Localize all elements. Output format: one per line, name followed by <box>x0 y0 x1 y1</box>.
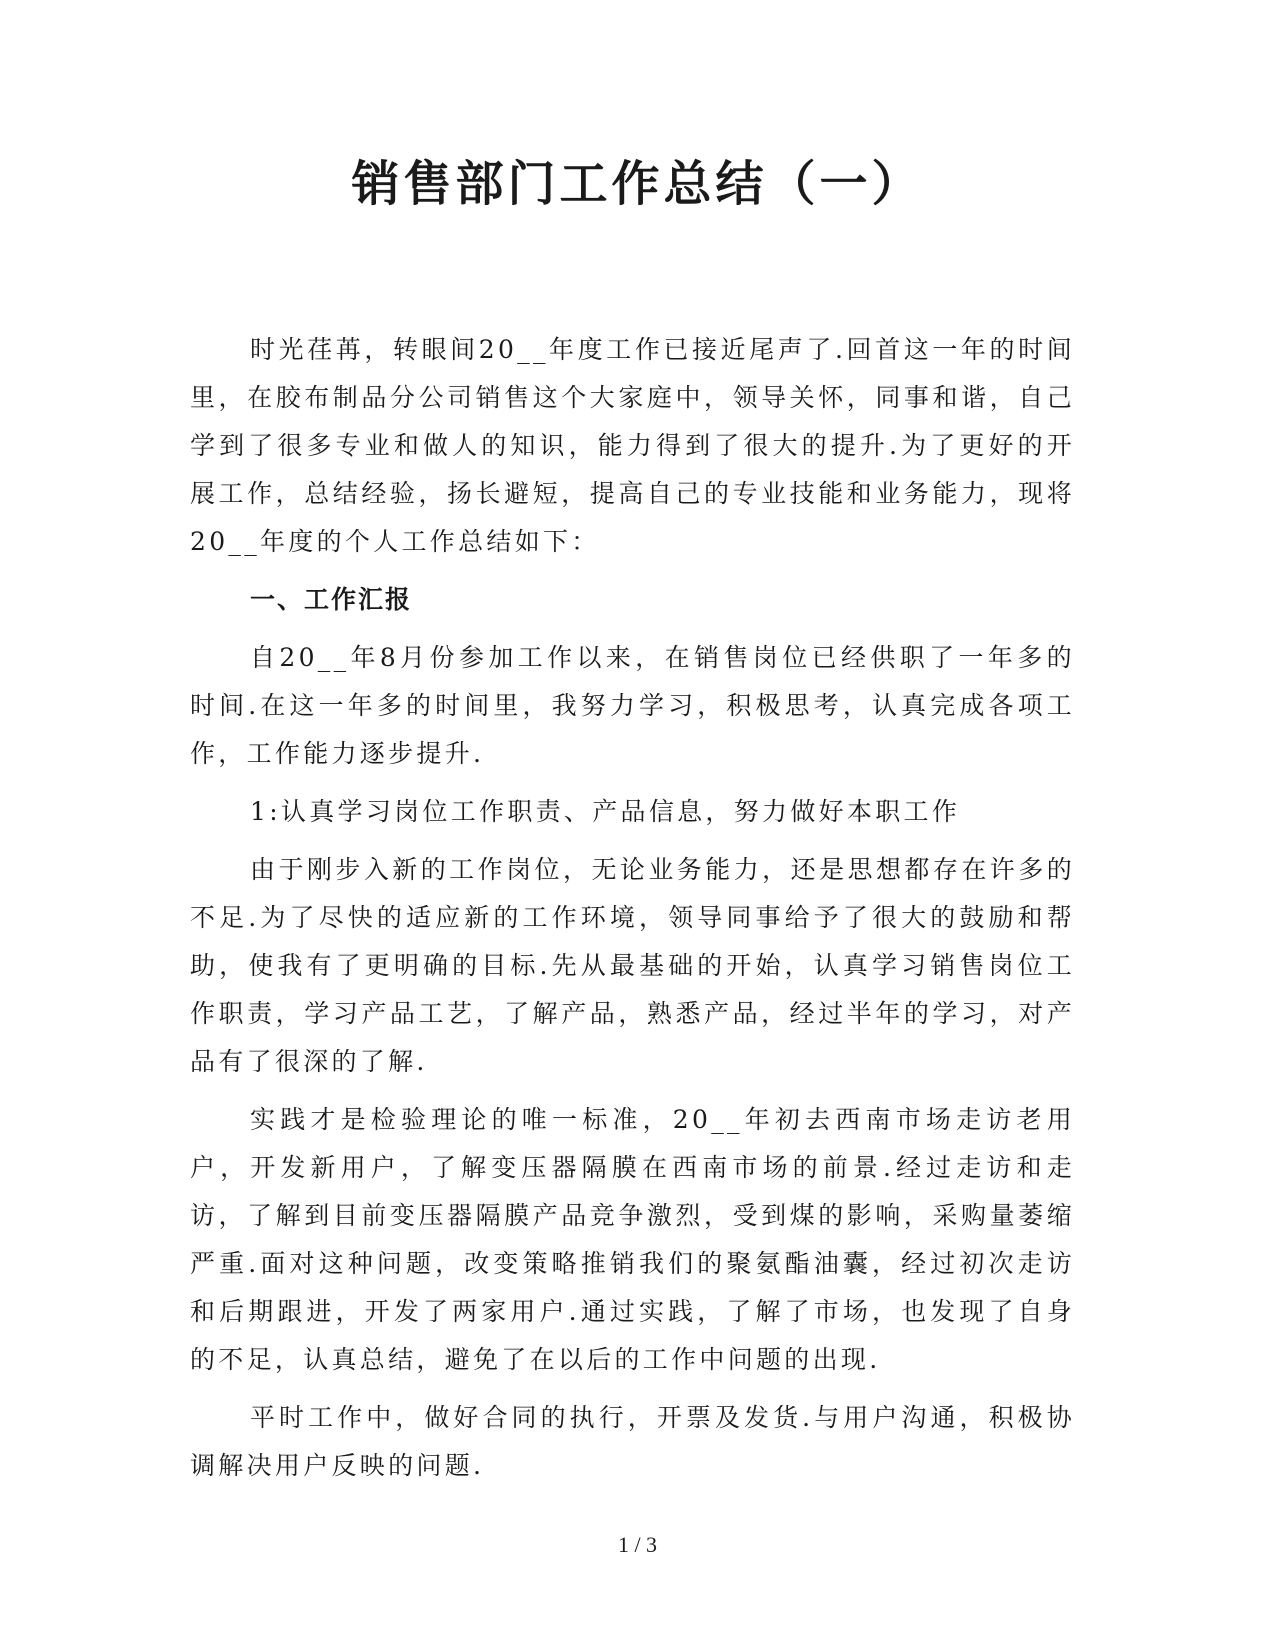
intro-paragraph: 时光荏苒，转眼间20__年度工作已接近尾声了.回首这一年的时间里，在胶布制品分公司销售这个大家庭中，领导关怀，同事和谐，自己学到了很多专业和做人的知识，能力得到了很大的提升.为了更好的开展工作，总结经验，扬长避短，提高自己的专业技能和业务能力，现将20__年度的个人工作总结如下： <box>190 335 1075 556</box>
practice-paragraph: 实践才是检验理论的唯一标准，20__年初去西南市场走访老用户，开发新用户，了解变压器隔膜在西南市场的前景.经过走访和走访，了解到目前变压器隔膜产品竞争激烈，受到煤的影响，采购量萎缩严重.面对这种问题，改变策略推销我们的聚氨酯油囊，经过初次走访和后期跟进，开发了两家用户.通过实践，了解了市场，也发现了自身的不足，认真总结，避免了在以后的工作中问题的出现. <box>190 1105 1075 1374</box>
learning-paragraph: 由于刚步入新的工作岗位，无论业务能力，还是思想都存在许多的不足.为了尽快的适应新的工作环境，领导同事给予了很大的鼓励和帮助，使我有了更明确的目标.先从最基础的开始，认真学习销售岗位工作职责，学习产品工艺，了解产品，熟悉产品，经过半年的学习，对产品有了很深的了解. <box>190 855 1075 1076</box>
section-heading-work-report: 一、工作汇报 <box>250 585 413 614</box>
daily-work-paragraph: 平时工作中，做好合同的执行，开票及发货.与用户沟通，积极协调解决用户反映的问题. <box>190 1403 1075 1480</box>
document-body <box>190 326 1075 1500</box>
document-title: 销售部门工作总结（一） <box>351 156 924 212</box>
work-report-paragraph: 自20__年8月份参加工作以来，在销售岗位已经供职了一年多的时间.在这一年多的时间里，我努力学习，积极思考，认真完成各项工作，工作能力逐步提升. <box>190 643 1075 768</box>
page-number: 1 / 3 <box>617 1532 658 1557</box>
subsection-heading-1: 1:认真学习岗位工作职责、产品信息，努力做好本职工作 <box>250 797 961 826</box>
